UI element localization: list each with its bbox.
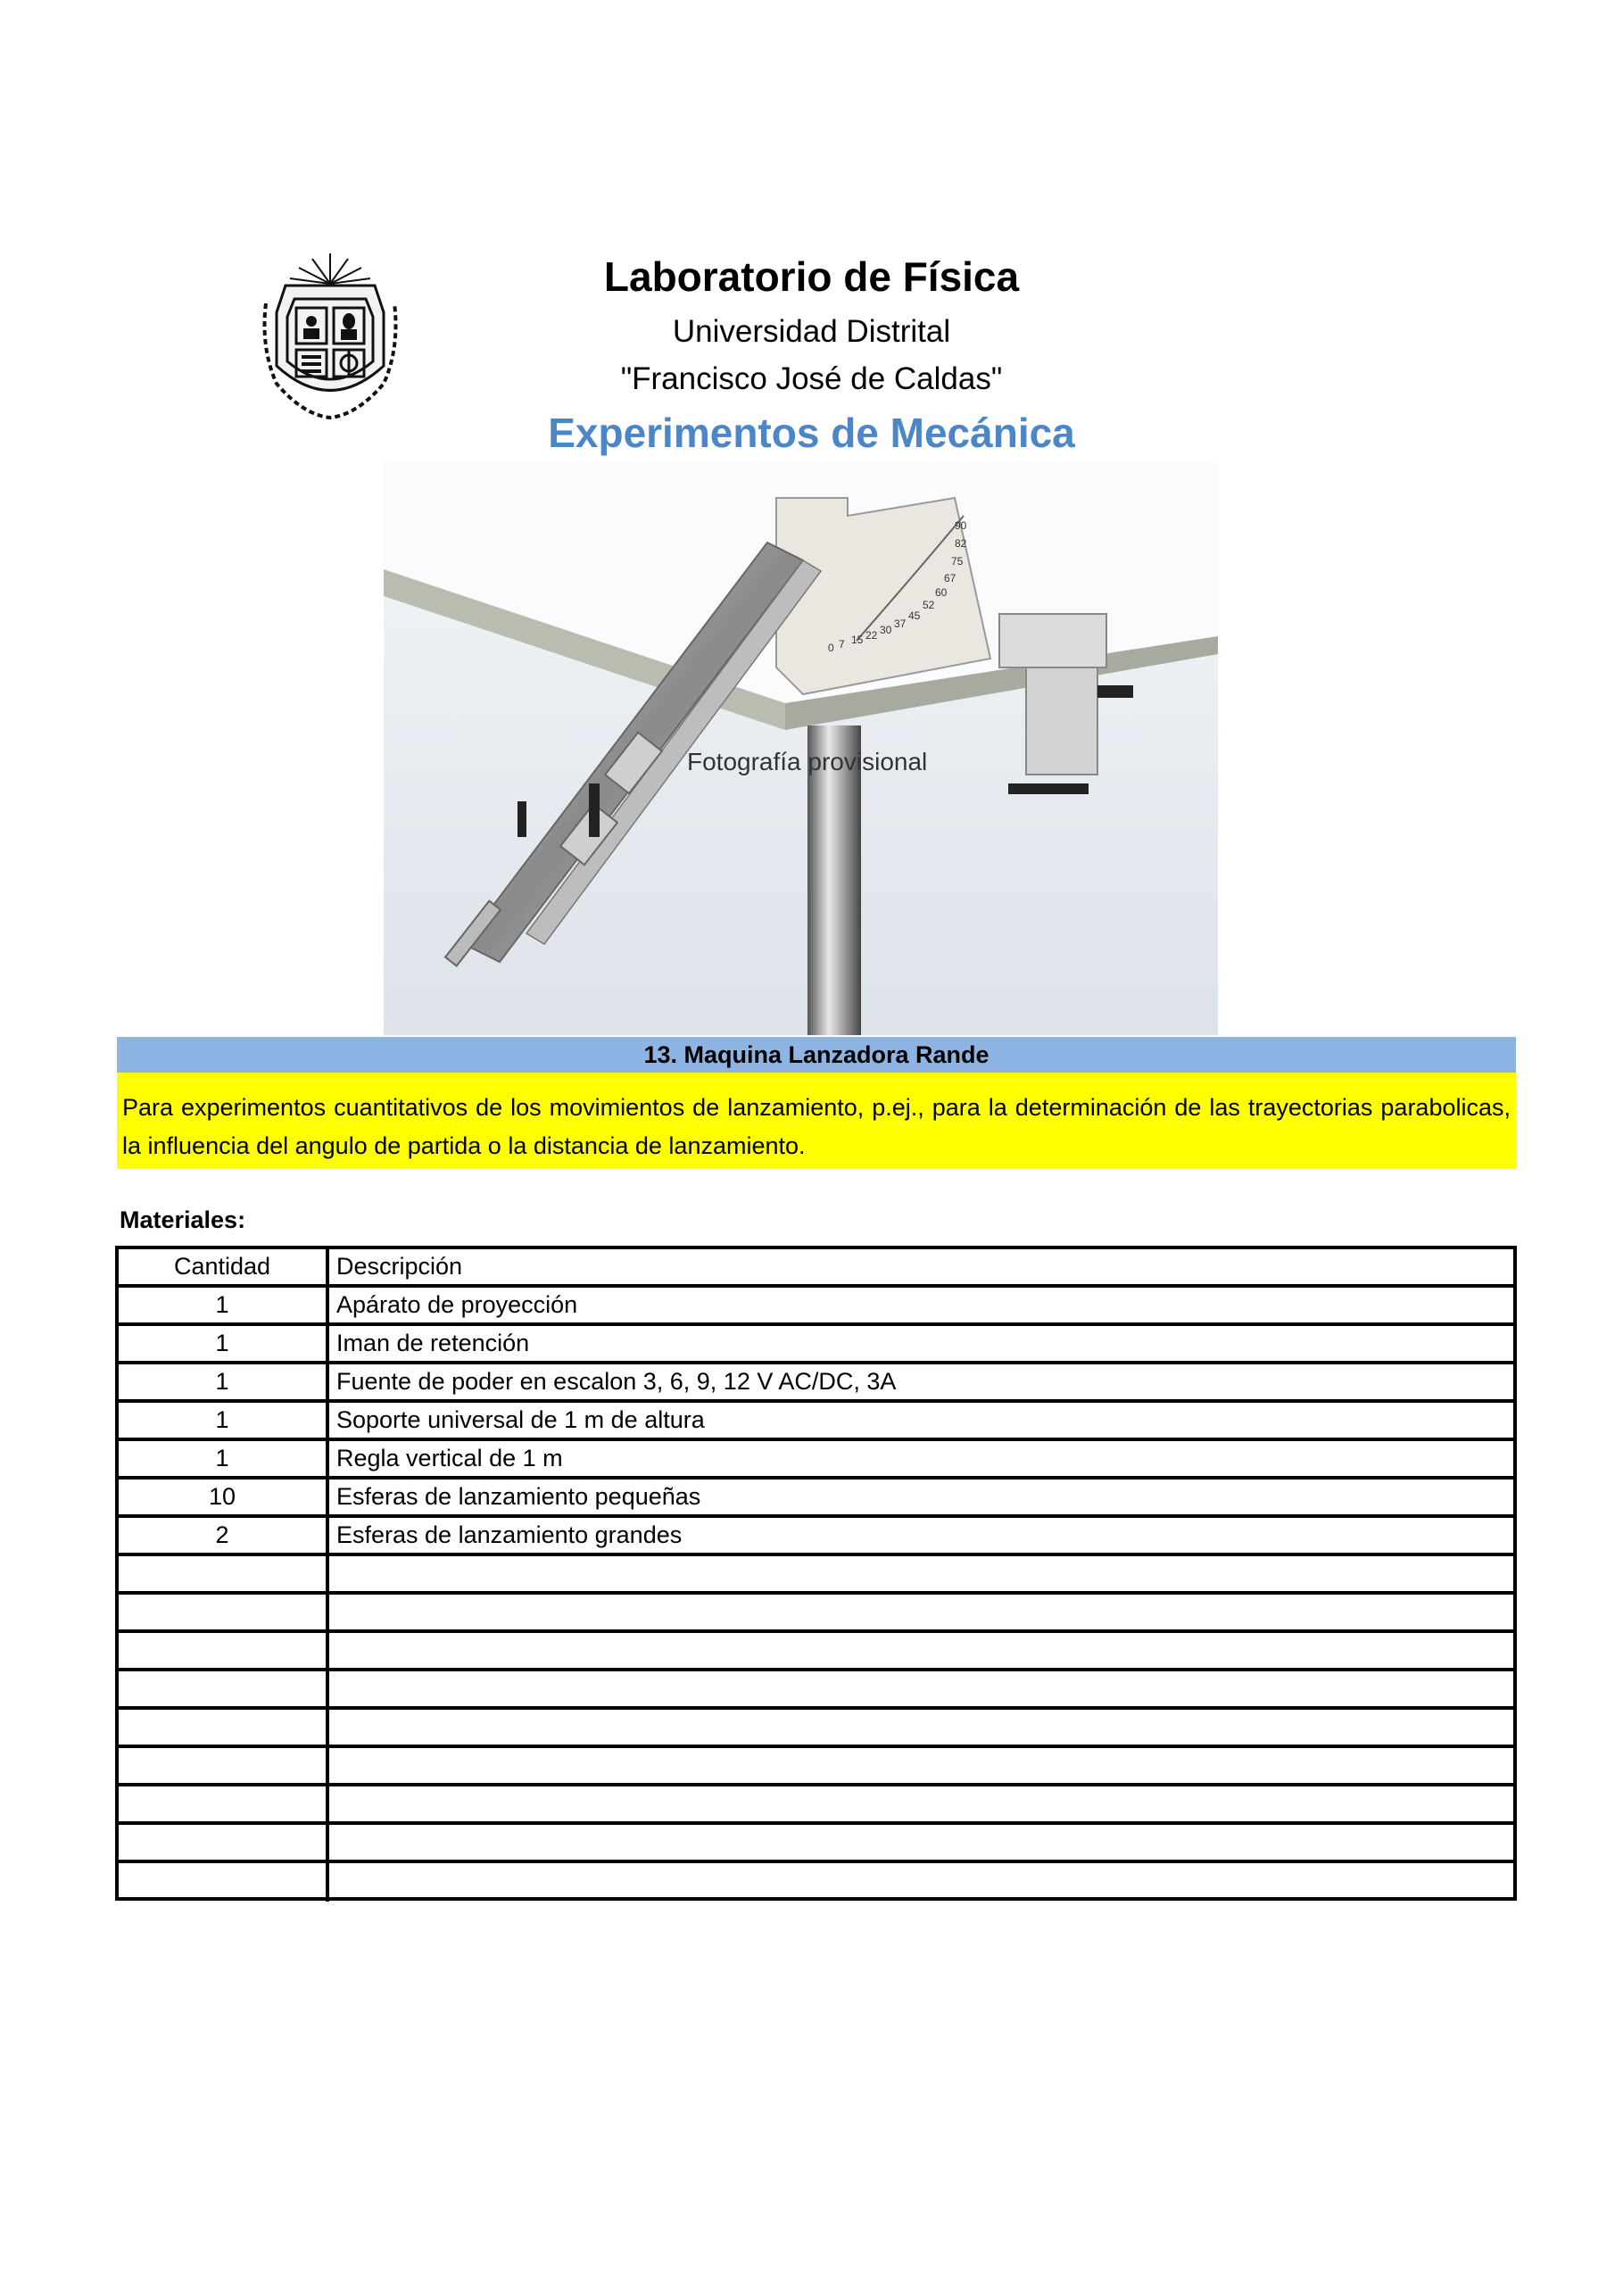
angle-scale-label: 67: [944, 572, 956, 584]
row-description: Esferas de lanzamiento grandes: [336, 1521, 683, 1548]
angle-scale-label: 22: [865, 629, 878, 642]
row-quantity: 1: [119, 1441, 329, 1476]
angle-scale-label: 7: [839, 638, 845, 651]
table-row: [119, 1710, 1513, 1748]
row-quantity: [119, 1786, 329, 1821]
angle-scale-label: 37: [894, 618, 907, 630]
angle-scale-label: 90: [955, 519, 967, 532]
table-row: [119, 1786, 1513, 1825]
table-row: [119, 1748, 1513, 1786]
table-row: [119, 1403, 1513, 1441]
row-quantity: 1: [119, 1326, 329, 1361]
row-quantity: [119, 1595, 329, 1629]
column-header-quantity: Cantidad: [119, 1249, 329, 1284]
angle-scale-label: 75: [951, 555, 964, 568]
column-header-description: Descripción: [336, 1253, 463, 1280]
section-subtitle: Experimentos de Mecánica: [548, 410, 1075, 456]
page-title: Laboratorio de Física: [603, 253, 1020, 300]
table-header-row: [119, 1249, 1513, 1288]
university-name-line: "Francisco José de Caldas": [620, 361, 1003, 396]
table-row: [119, 1518, 1513, 1556]
row-quantity: 1: [119, 1364, 329, 1399]
row-description: Regla vertical de 1 m: [336, 1445, 563, 1471]
angle-scale-label: 0: [828, 642, 834, 654]
experiment-description: Para experimentos cuantitativos de los movimientos de lanzamiento, p.ej., para la determinación de las trayectorias parabolicas, la influencia del angulo de partida o la distancia de lanzamiento.: [117, 1073, 1516, 1169]
photo-caption: Fotografía provisional: [687, 748, 928, 775]
row-description: Apárato de proyección: [336, 1291, 578, 1318]
table-row: [119, 1825, 1513, 1863]
row-quantity: [119, 1633, 329, 1668]
table-row: [119, 1441, 1513, 1480]
row-quantity: [119, 1671, 329, 1706]
row-description: Iman de retención: [336, 1330, 530, 1356]
row-quantity: 2: [119, 1518, 329, 1553]
table-row: [119, 1556, 1513, 1595]
row-quantity: [119, 1710, 329, 1745]
table-row: [119, 1480, 1513, 1518]
experiment-title-bar: 13. Maquina Lanzadora Rande: [117, 1037, 1516, 1073]
materials-table: [115, 1246, 1517, 1901]
university-line: Universidad Distrital: [672, 314, 951, 349]
angle-scale-label: 52: [923, 599, 935, 611]
angle-scale-label: 60: [935, 586, 948, 599]
row-description: Esferas de lanzamiento pequeñas: [336, 1483, 701, 1510]
row-quantity: [119, 1863, 329, 1902]
table-row: [119, 1863, 1513, 1902]
row-quantity: [119, 1825, 329, 1860]
row-quantity: 10: [119, 1480, 329, 1514]
row-quantity: 1: [119, 1403, 329, 1438]
row-quantity: [119, 1556, 329, 1591]
table-row: [119, 1364, 1513, 1403]
angle-scale-label: 15: [851, 634, 864, 646]
table-row: [119, 1633, 1513, 1671]
row-description: Fuente de poder en escalon 3, 6, 9, 12 V AC/DC, 3A: [336, 1368, 897, 1395]
table-row: [119, 1288, 1513, 1326]
angle-scale-label: 82: [955, 537, 967, 550]
angle-scale-label: 30: [880, 624, 892, 636]
product-photo: [384, 462, 1218, 1035]
materials-label: Materiales:: [120, 1206, 246, 1233]
row-quantity: [119, 1748, 329, 1783]
table-row: [119, 1671, 1513, 1710]
table-row: [119, 1595, 1513, 1633]
table-row: [119, 1326, 1513, 1364]
row-quantity: 1: [119, 1288, 329, 1322]
row-description: Soporte universal de 1 m de altura: [336, 1406, 705, 1433]
angle-scale-label: 45: [908, 609, 921, 622]
